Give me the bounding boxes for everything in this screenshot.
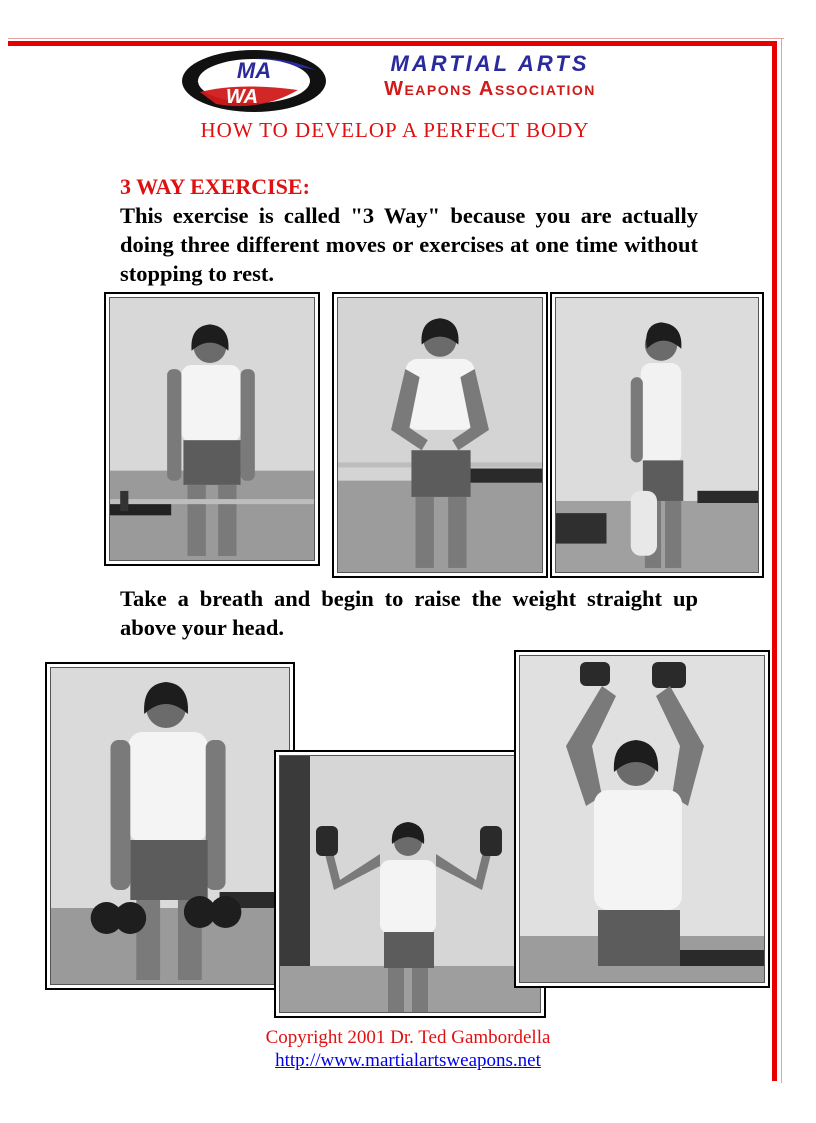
association-name-line2: Weapons Association [384, 78, 596, 100]
page-border-right [772, 41, 777, 1081]
logo-mark-bottom: WA [225, 86, 259, 108]
website-link[interactable]: http://www.martialartsweapons.net [275, 1050, 541, 1071]
association-name [340, 52, 640, 102]
association-name-line1: MARTIAL ARTS [390, 51, 590, 76]
instruction-paragraph: Take a breath and begin to raise the weight straight up above your head. [120, 586, 698, 640]
photo-upright-row [332, 292, 548, 578]
photo-overhead-press [514, 650, 770, 988]
page-border-top-thin [8, 38, 784, 39]
intro-paragraph: This exercise is called "3 Way" because you are actually doing three different moves or exercises at one time without stopping to rest. [120, 203, 698, 286]
page-title: HOW TO DEVELOP A PERFECT BODY [200, 118, 590, 142]
page-border-top [8, 41, 777, 46]
association-logo [180, 48, 328, 114]
copyright-notice: Copyright 2001 Dr. Ted Gambordella [265, 1027, 551, 1048]
photo-dumbbells-at-sides [45, 662, 295, 990]
section-title: 3 WAY EXERCISE: [120, 174, 310, 199]
logo-mark-top: MA [236, 58, 272, 83]
photo-side-view [550, 292, 764, 578]
photo-starting-position [104, 292, 320, 566]
photo-lateral-raise [274, 750, 546, 1018]
page-border-right-thin [781, 38, 782, 1083]
